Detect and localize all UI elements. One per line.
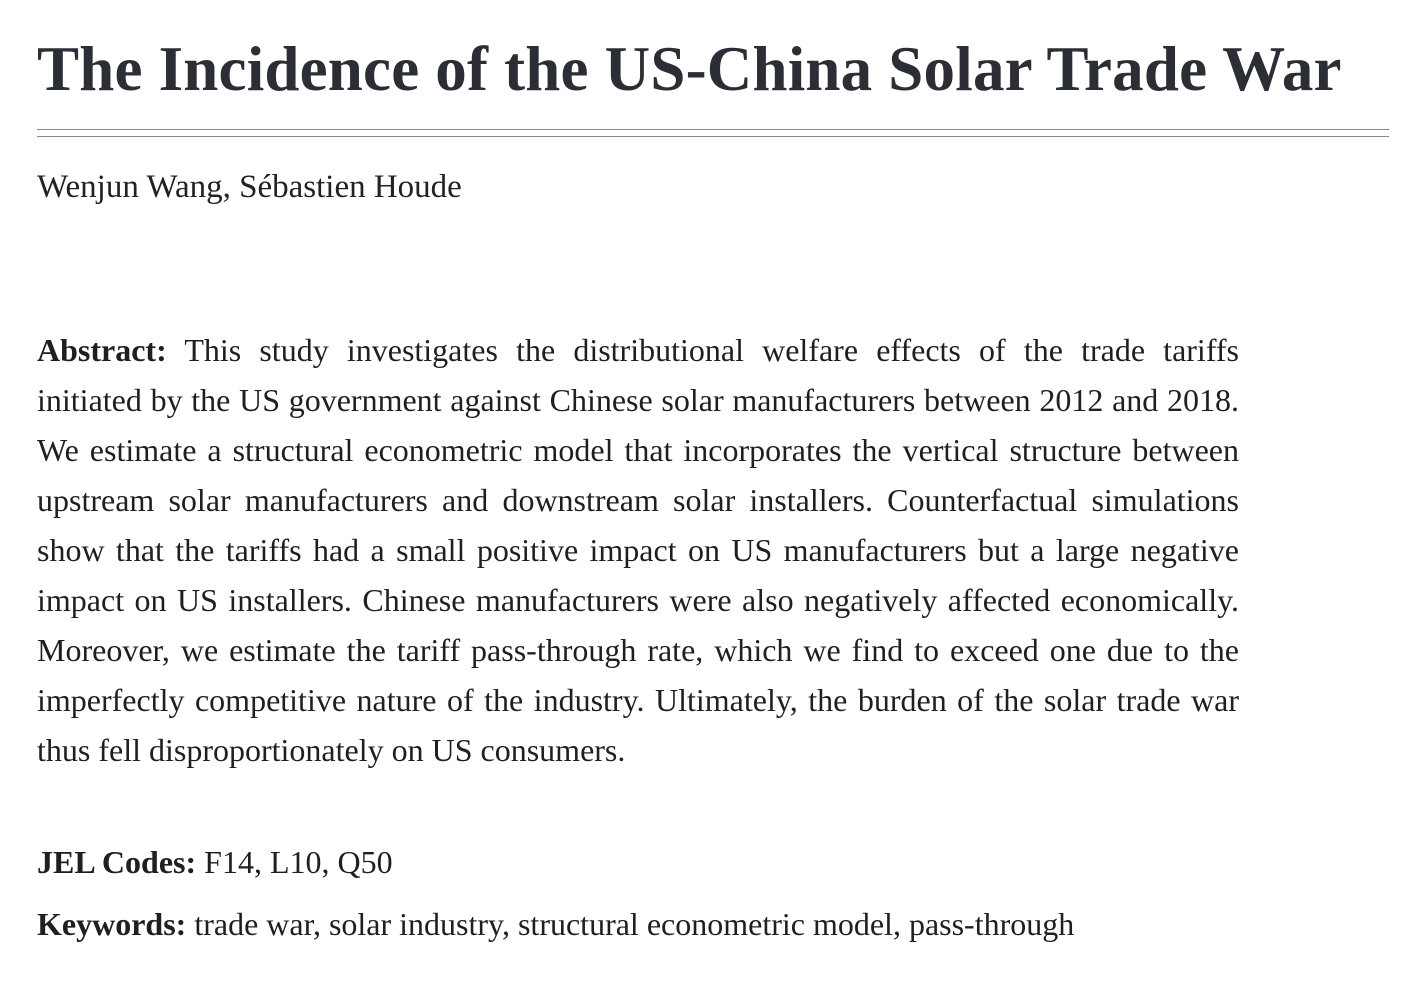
author-list: Wenjun Wang, Sébastien Houde <box>37 169 462 205</box>
jel-codes-line <box>37 840 393 884</box>
abstract-paragraph <box>37 325 1239 775</box>
abstract-text: This study investigates the distributional welfare effects of the trade tariffs initiated by the US government against Chinese solar manufacturers between 2012 and 2018. We estimate a structural econometric model that incorporates the vertical structure between upstream solar manufacturers and downstream solar installers. Counterfactual simulations show that the tariffs had a small positive impact on US manufacturers but a large negative impact on US installers. Chinese manufacturers were also negatively affected economically. Moreover, we estimate the tariff pass-through rate, which we find to exceed one due to the imperfectly competitive nature of the industry. Ultimately, the burden of the solar trade war thus fell disproportionately on US consumers. <box>37 332 1240 768</box>
jel-codes-label: JEL Codes: <box>37 844 197 880</box>
keywords-value: trade war, solar industry, structural econometric model, pass-through <box>194 906 1075 942</box>
paper-title: The Incidence of the US-China Solar Trade War <box>37 34 1342 104</box>
title-rule-top <box>37 129 1389 130</box>
title-rule-bottom <box>37 136 1389 137</box>
abstract-label: Abstract: <box>37 332 167 368</box>
jel-codes-value: F14, L10, Q50 <box>204 844 393 880</box>
keywords-line <box>37 902 1074 946</box>
keywords-label: Keywords: <box>37 906 187 942</box>
